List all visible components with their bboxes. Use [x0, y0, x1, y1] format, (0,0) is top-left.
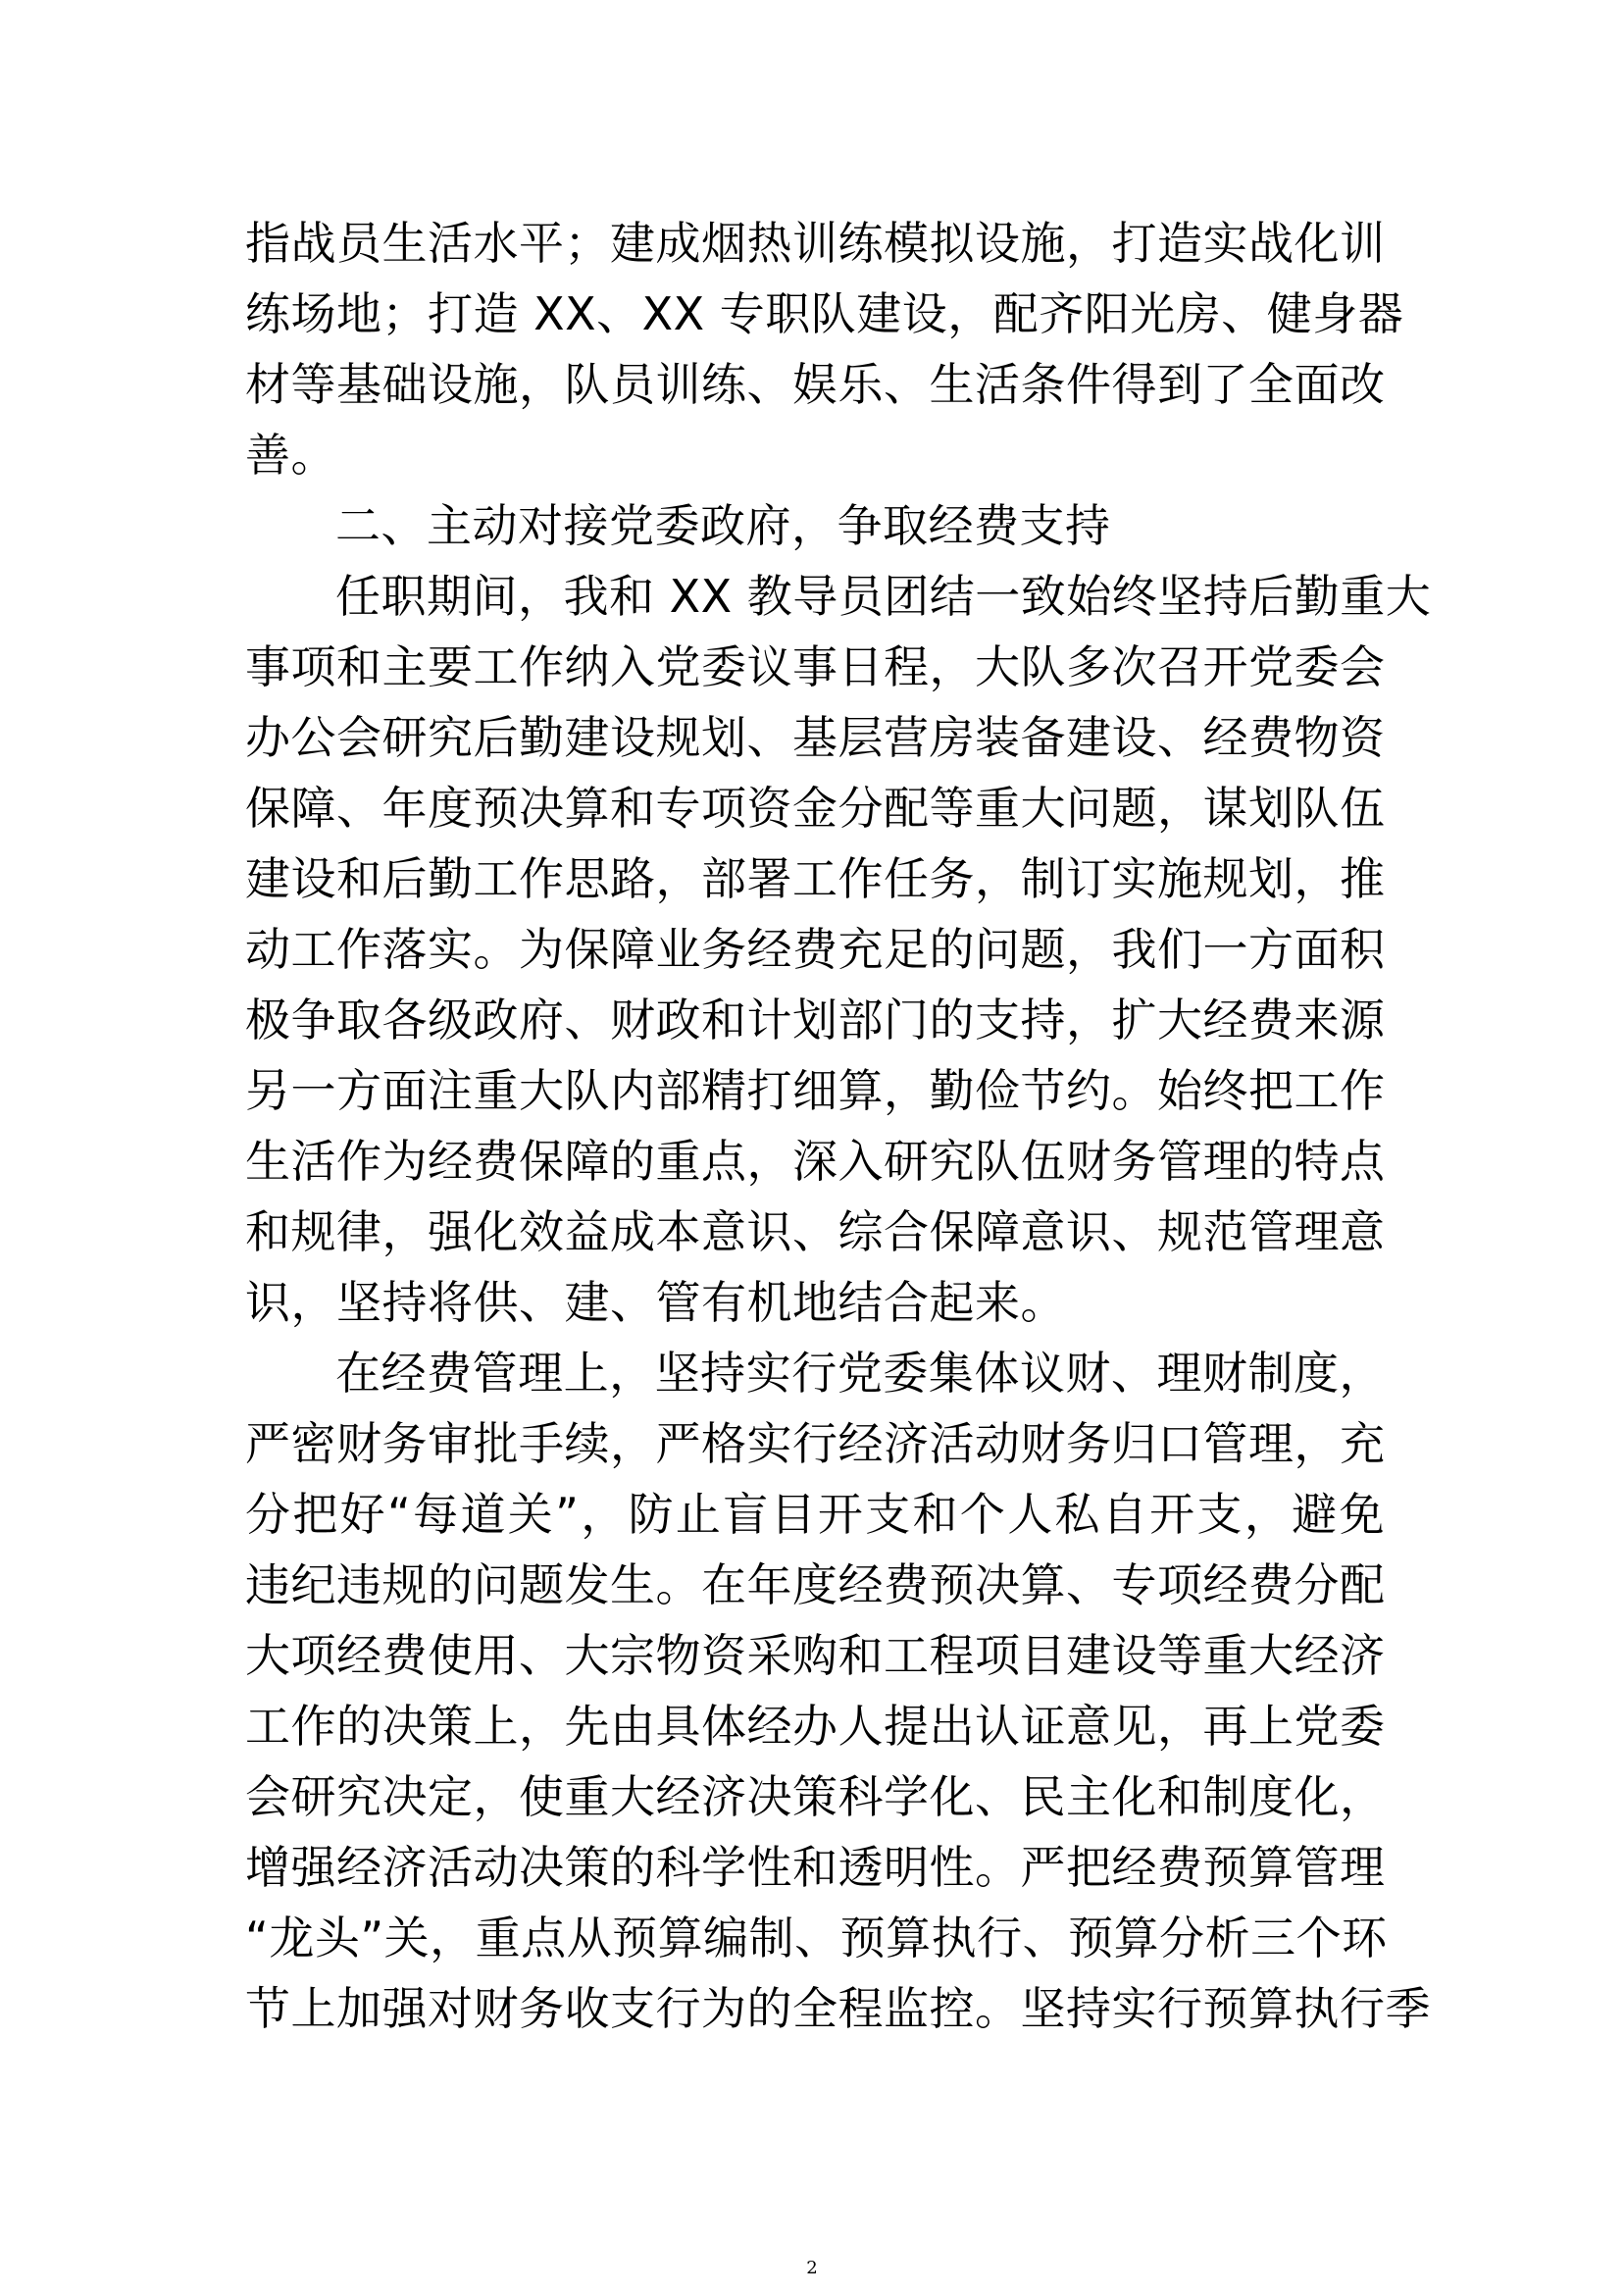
- text-line: 大项经费使用、大宗物资采购和工程项目建设等重大经济: [245, 1629, 1386, 1682]
- text-line: 事项和主要工作纳入党委议事日程，大队多次召开党委会: [245, 640, 1386, 693]
- text-line: 保障、年度预决算和专项资金分配等重大问题，谋划队伍: [245, 782, 1386, 835]
- text-line: 练场地；打造 XX、XX 专职队建设，配齐阳光房、健身器: [245, 287, 1404, 340]
- body-text: [245, 208, 1432, 2044]
- text-line: 材等基础设施，队员训练、娱乐、生活条件得到了全面改: [245, 358, 1386, 411]
- text-line: 任职期间，我和 XX 教导员团结一致始终坚持后勤重大: [335, 570, 1432, 623]
- text-line: 另一方面注重大队内部精打细算，勤俭节约。始终把工作: [245, 1064, 1386, 1117]
- text-line: 指战员生活水平；建成烟热训练模拟设施，打造实战化训: [245, 217, 1386, 270]
- text-line: 会研究决定，使重大经济决策科学化、民主化和制度化，: [245, 1770, 1386, 1823]
- text-line: 增强经济活动决策的科学性和透明性。严把经费预算管理: [245, 1841, 1386, 1894]
- text-line: “龙头”关，重点从预算编制、预算执行、预算分析三个环: [245, 1912, 1388, 1964]
- text-line: 建设和后勤工作思路，部署工作任务，制订实施规划，推: [245, 852, 1386, 905]
- text-line: 极争取各级政府、财政和计划部门的支持，扩大经费来源: [245, 994, 1386, 1046]
- page-number: 2: [806, 2258, 818, 2278]
- text-line: 识，坚持将供、建、管有机地结合起来。: [245, 1276, 1066, 1329]
- text-line: 在经费管理上，坚持实行党委集体议财、理财制度，: [335, 1347, 1385, 1400]
- text-line: 生活作为经费保障的重点，深入研究队伍财务管理的特点: [245, 1135, 1386, 1188]
- text-line: 节上加强对财务收支行为的全程监控。坚持实行预算执行季: [245, 1982, 1431, 2035]
- text-line: 分把好“每道关”，防止盲目开支和个人私自开支，避免: [245, 1488, 1385, 1541]
- text-line: 动工作落实。为保障业务经费充足的问题，我们一方面积: [245, 923, 1386, 976]
- text-line: 工作的决策上，先由具体经办人提出认证意见，再上党委: [245, 1700, 1386, 1753]
- text-line: 办公会研究后勤建设规划、基层营房装备建设、经费物资: [245, 711, 1386, 764]
- text-line: 善。: [245, 429, 336, 482]
- text-line: 违纪违规的问题发生。在年度经费预决算、专项经费分配: [245, 1558, 1386, 1611]
- section-heading: 二、主动对接党委政府，争取经费支持: [335, 499, 1111, 552]
- text-line: 和规律，强化效益成本意识、综合保障意识、规范管理意: [245, 1205, 1386, 1258]
- text-line: 严密财务审批手续，严格实行经济活动财务归口管理，充: [245, 1417, 1386, 1470]
